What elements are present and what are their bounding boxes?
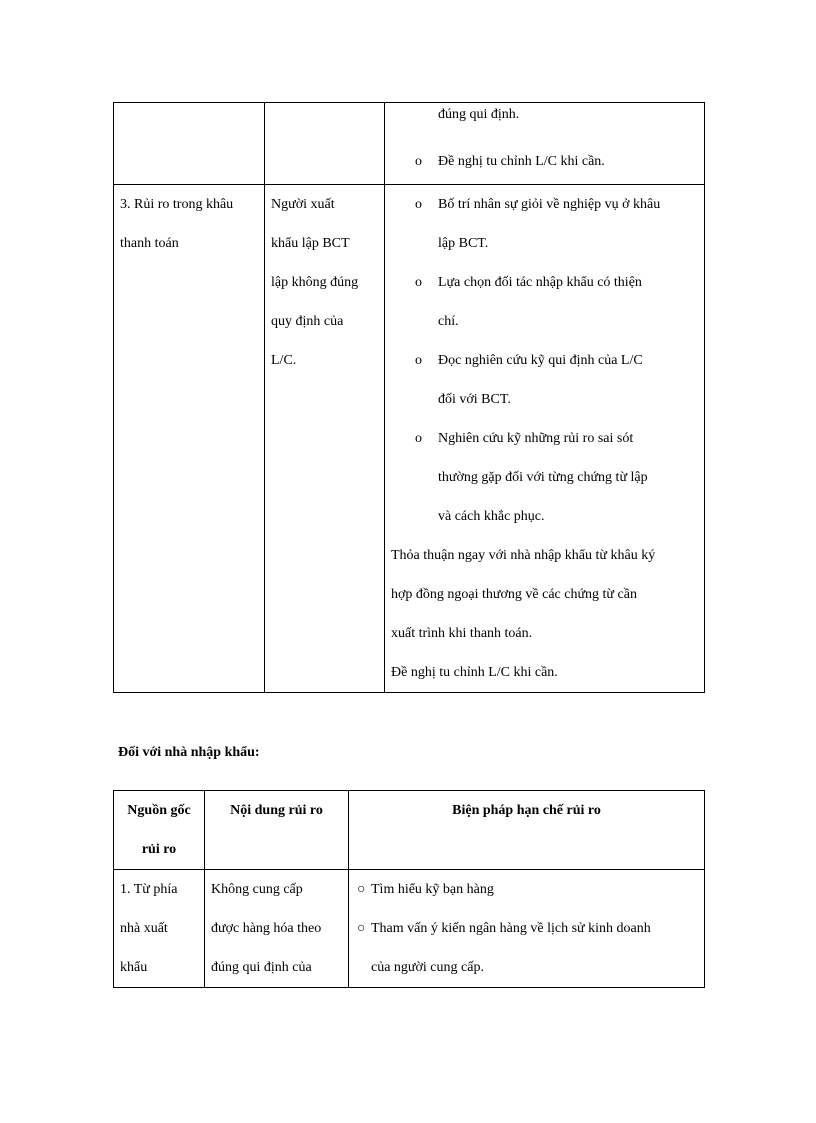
list-item-continuation: và cách khắc phục. <box>438 509 545 524</box>
risk-table-exporter <box>113 102 705 693</box>
column-header-text: Nguồn gốc <box>127 803 191 818</box>
list-item-text: Lựa chọn đối tác nhập khẩu có thiện <box>438 275 642 290</box>
table-cell <box>114 185 265 693</box>
paragraph-line: xuất trình khi thanh toán. <box>391 626 533 641</box>
paragraph-line: hợp đồng ngoại thương về các chứng từ cần <box>391 587 637 602</box>
table-cell <box>265 185 385 693</box>
list-item-text: Đề nghị tu chỉnh L/C khi cần. <box>438 154 605 169</box>
table-cell <box>114 103 265 185</box>
section-heading: Đối với nhà nhập khẩu: <box>118 745 260 760</box>
bullet-icon: o <box>415 431 422 446</box>
column-header-text: Nội dung rủi ro <box>230 803 323 818</box>
table-row <box>114 185 705 693</box>
list-item <box>349 909 704 948</box>
risk-content: đúng qui định của <box>211 960 312 975</box>
column-header-text: rủi ro <box>141 842 177 857</box>
column-header <box>114 791 205 870</box>
column-header-text: Biện pháp hạn chế rủi ro <box>452 803 601 818</box>
risk-source: nhà xuất <box>120 921 168 936</box>
column-header <box>349 791 705 870</box>
table-row <box>114 103 705 185</box>
list-item <box>385 341 704 380</box>
table-cell <box>265 103 385 185</box>
list-item-continuation: đúng qui định. <box>438 107 520 122</box>
list-item-continuation: chí. <box>438 314 459 329</box>
risk-content: khẩu lập BCT <box>271 236 350 251</box>
table-header-row <box>114 791 705 870</box>
table-cell <box>114 870 205 988</box>
risk-source: 1. Từ phía <box>120 882 178 897</box>
list-item-continuation: của người cung cấp. <box>371 960 484 975</box>
table-cell <box>385 185 705 693</box>
list-item-text: Đọc nghiên cứu kỹ qui định của L/C <box>438 353 643 368</box>
bullet-icon: ○ <box>357 921 366 936</box>
bullet-icon: ○ <box>357 882 366 897</box>
risk-table-importer <box>113 790 705 988</box>
table-cell <box>205 870 349 988</box>
risk-content: Người xuất <box>271 197 335 212</box>
list-item-continuation: đối với BCT. <box>438 392 511 407</box>
risk-source: 3. Rủi ro trong khâu <box>120 197 234 212</box>
risk-source: khẩu <box>120 960 148 975</box>
list-item-text: Bố trí nhân sự giỏi về nghiệp vụ ở khâu <box>438 197 661 212</box>
bullet-icon: o <box>415 275 422 290</box>
risk-content: L/C. <box>271 353 297 368</box>
bullet-icon: o <box>415 197 422 212</box>
list-item <box>385 419 704 458</box>
paragraph-line: Đề nghị tu chỉnh L/C khi cần. <box>391 665 558 680</box>
list-item <box>385 263 704 302</box>
list-item-text: Tham vấn ý kiến ngân hàng về lịch sử kinh doanh <box>371 921 651 936</box>
risk-content: quy định của <box>271 314 344 329</box>
risk-content: được hàng hóa theo <box>211 921 322 936</box>
bullet-icon: o <box>415 154 422 169</box>
list-item-continuation: thường gặp đối với từng chứng từ lập <box>438 470 648 485</box>
list-item <box>349 870 704 909</box>
table-cell <box>349 870 705 988</box>
risk-content: Không cung cấp <box>211 882 303 897</box>
table-cell <box>385 103 705 185</box>
list-item-continuation: lập BCT. <box>438 236 489 251</box>
risk-source: thanh toán <box>120 236 179 251</box>
list-item <box>385 142 704 181</box>
list-item-text: Tìm hiểu kỹ bạn hàng <box>371 882 494 897</box>
risk-content: lập không đúng <box>271 275 359 290</box>
table-row <box>114 870 705 988</box>
paragraph-line: Thỏa thuận ngay với nhà nhập khẩu từ khâu ký <box>391 548 656 563</box>
list-item-text: Nghiên cứu kỹ những rủi ro sai sót <box>438 431 634 446</box>
list-item <box>385 185 704 224</box>
column-header <box>205 791 349 870</box>
bullet-icon: o <box>415 353 422 368</box>
